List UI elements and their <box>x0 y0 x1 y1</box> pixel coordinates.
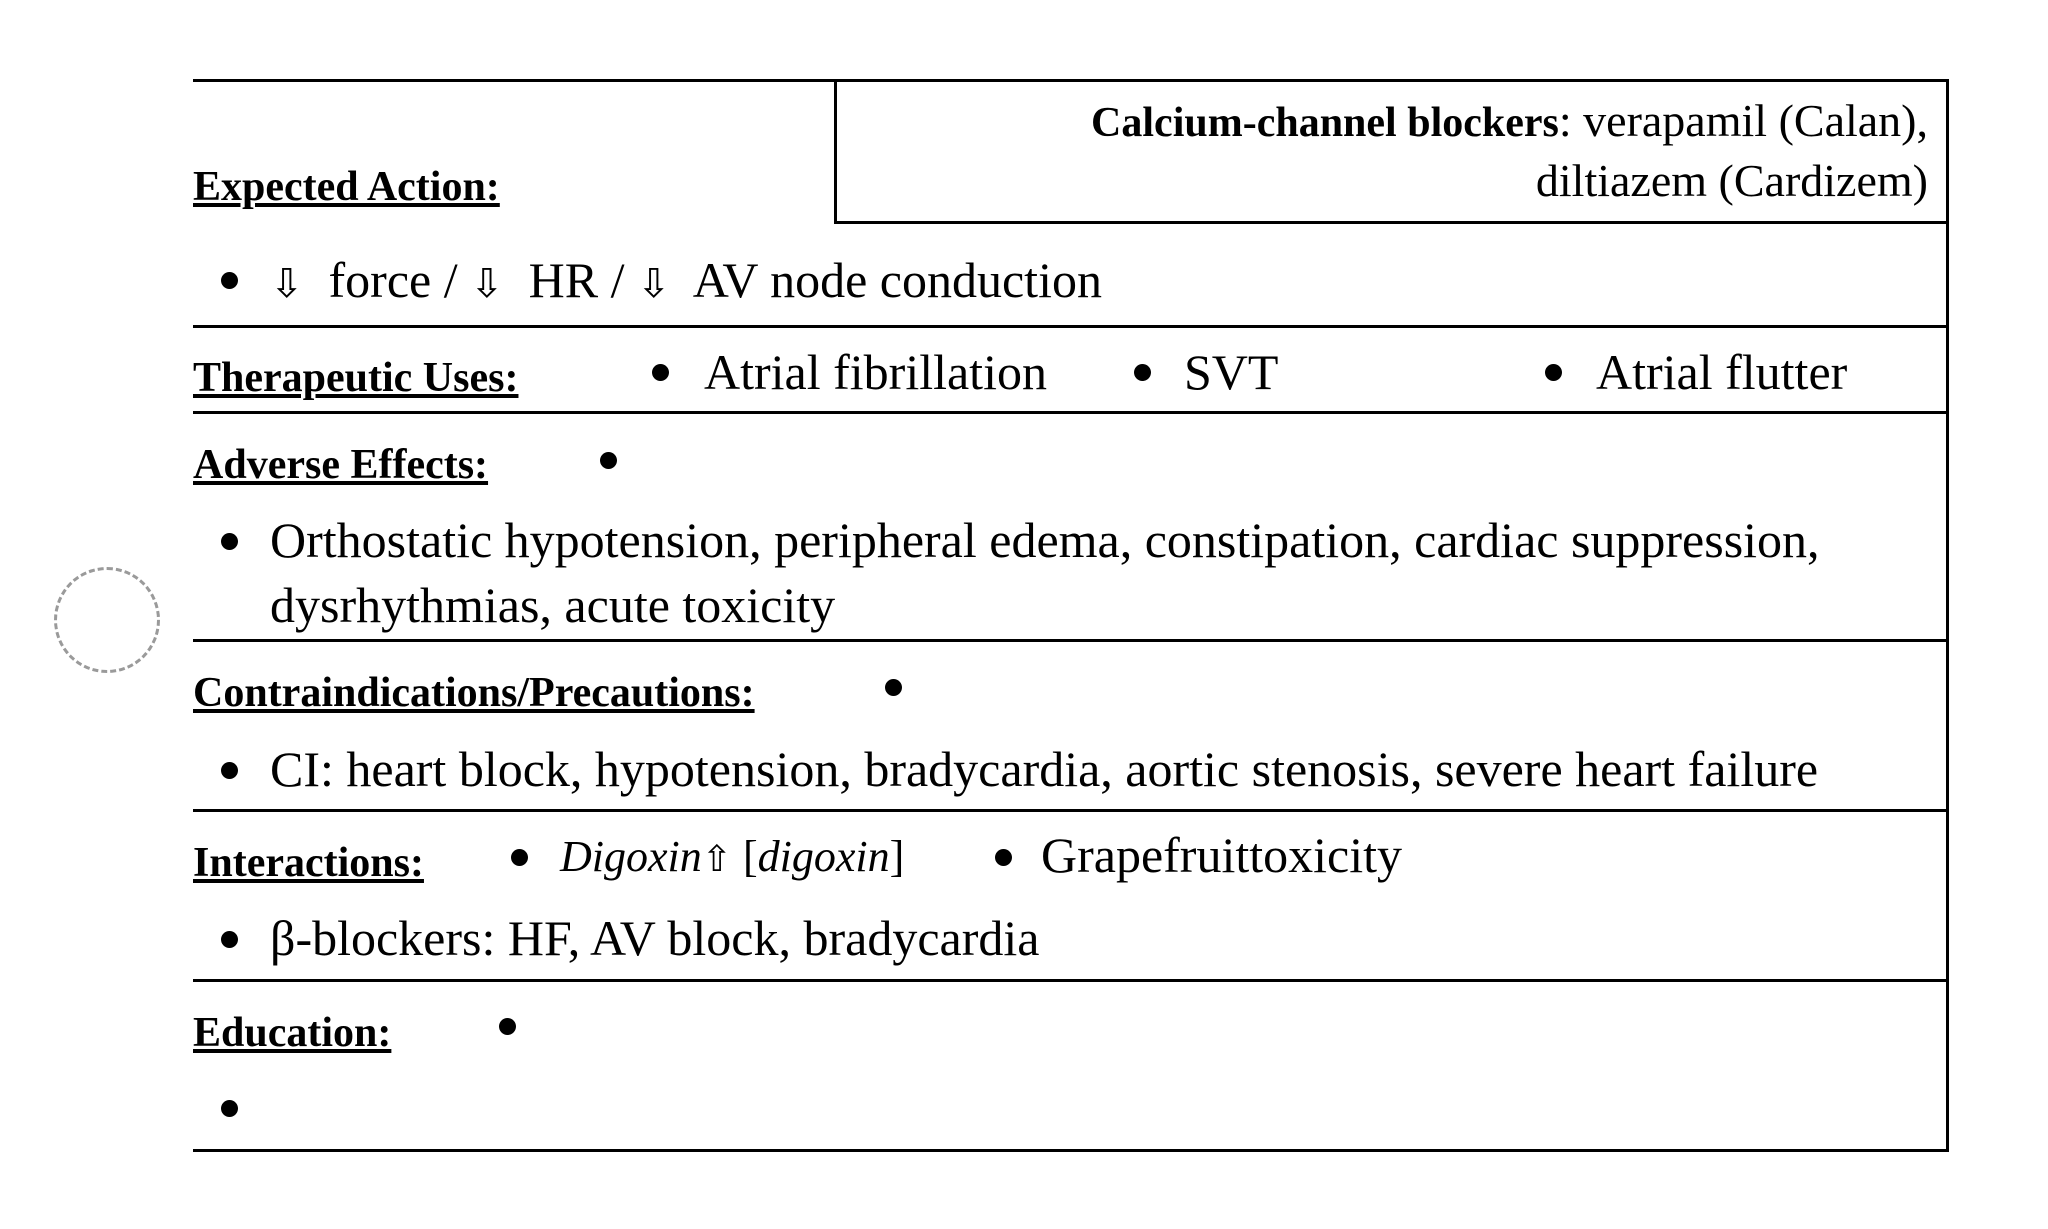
title-box-left-border <box>834 79 837 223</box>
action-av-node: AV node conduction <box>692 252 1102 308</box>
interaction-bullet <box>221 931 238 948</box>
right-border <box>1946 79 1949 1152</box>
down-arrow-icon: ⇩ <box>270 261 304 307</box>
interaction-bullet <box>511 849 528 866</box>
divider-5 <box>193 979 1949 982</box>
adverse-effects-line1: Orthostatic hypotension, peripheral edema, constipation, cardiac suppression, <box>270 512 1820 568</box>
contraindications-text: CI: heart block, hypotension, bradycardia, aortic stenosis, severe heart failure <box>270 741 1819 797</box>
interaction-bullet <box>995 849 1012 866</box>
beta-blockers-label: β-blockers: <box>270 910 496 966</box>
grapefruit-label: Grapefruit <box>1041 827 1250 883</box>
grapefruit-effect: toxicity <box>1249 827 1402 883</box>
title-box-bottom-border <box>834 221 1949 224</box>
use-bullet <box>1134 364 1151 381</box>
up-arrow-icon: ⇧ <box>701 839 732 880</box>
action-force: force / <box>328 252 458 308</box>
expected-action-heading: Expected Action: <box>193 164 500 210</box>
down-arrow-icon: ⇩ <box>470 261 504 307</box>
action-hr: HR / <box>528 252 625 308</box>
use-bullet <box>652 364 669 381</box>
divider-3 <box>193 639 1949 642</box>
adverse-effects-line2: dysrhythmias, acute toxicity <box>270 577 836 633</box>
digoxin-detail: digoxin <box>757 832 890 881</box>
digoxin-label: Digoxin <box>560 832 702 881</box>
beta-blockers-effect: HF, AV block, bradycardia <box>495 910 1040 966</box>
therapeutic-uses-heading: Therapeutic Uses: <box>193 355 519 401</box>
divider-1 <box>193 325 1949 328</box>
empty-bullet <box>885 679 902 696</box>
use-bullet <box>1545 364 1562 381</box>
bottom-border <box>193 1149 1949 1152</box>
education-heading: Education: <box>193 1010 392 1056</box>
hole-punch-marker <box>54 567 160 673</box>
empty-bullet <box>600 452 617 469</box>
contraindications-heading: Contraindications/Precautions: <box>193 670 755 716</box>
drug-title <box>1091 92 1928 210</box>
drug-class: Calcium-channel blockers <box>1091 100 1559 146</box>
adverse-effects-bullet <box>221 533 238 550</box>
interaction-digoxin: Digoxin⇧ [digoxin] <box>560 832 905 881</box>
expected-action-text <box>270 252 1102 308</box>
top-border <box>193 79 1949 82</box>
divider-4 <box>193 809 1949 812</box>
drug-examples-line1: : verapamil (Calan), <box>1558 95 1928 146</box>
divider-2 <box>193 411 1949 414</box>
interactions-heading: Interactions: <box>193 840 424 886</box>
drug-examples-line2: diltiazem (Cardizem) <box>1535 155 1928 206</box>
down-arrow-icon: ⇩ <box>636 261 671 307</box>
expected-action-bullet <box>221 272 238 289</box>
use-item: SVT <box>1184 344 1279 400</box>
empty-bullet <box>499 1018 516 1035</box>
interaction-grapefruit <box>1041 827 1402 883</box>
interaction-beta-blockers <box>270 910 1040 966</box>
use-item: Atrial fibrillation <box>704 344 1047 400</box>
adverse-effects-heading: Adverse Effects: <box>193 442 489 488</box>
contraindications-bullet <box>221 762 238 779</box>
use-item: Atrial flutter <box>1596 344 1848 400</box>
empty-bullet <box>221 1100 238 1117</box>
